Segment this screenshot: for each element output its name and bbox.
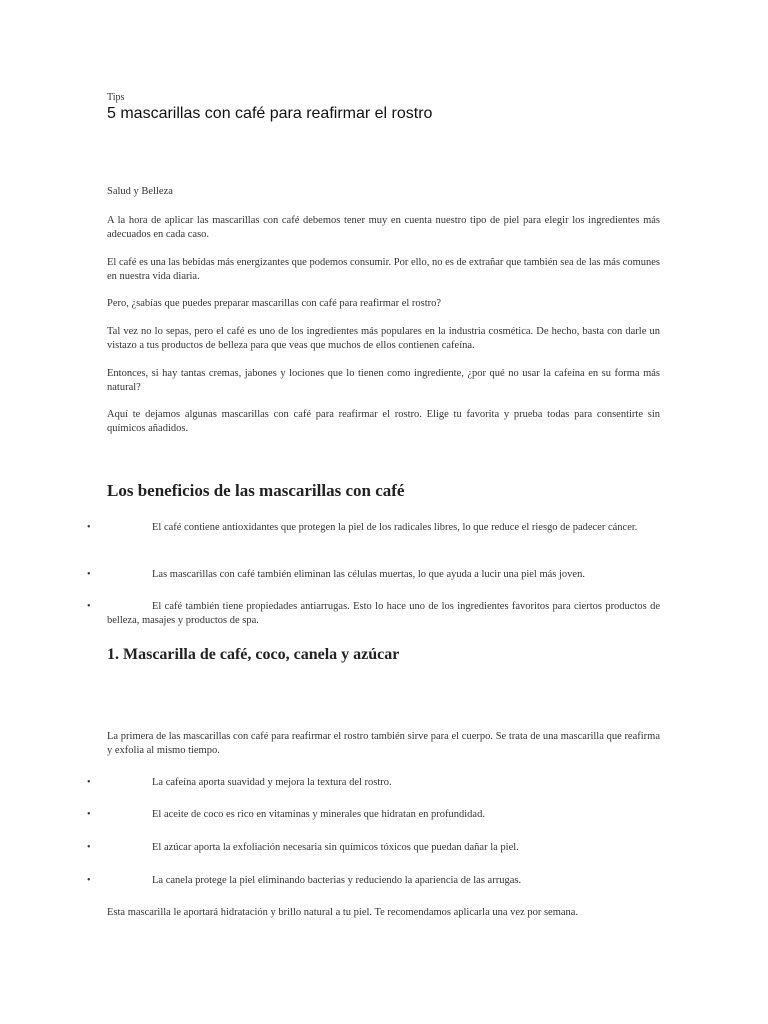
intro-paragraph-2: El café es una las bebidas más energizantes que podemos consumir. Por ello, no es de extrañar que también sea de las más comunes en nuestra vida diaria. xyxy=(107,257,660,282)
mask1-heading: 1. Mascarilla de café, coco, canela y azúcar xyxy=(107,646,400,663)
list-item xyxy=(87,808,660,822)
bullet-icon: • xyxy=(87,809,91,820)
article-title: 5 mascarillas con café para reafirmar el rostro xyxy=(107,105,433,122)
bullet-icon: • xyxy=(87,875,91,886)
bullet-icon: • xyxy=(87,522,91,533)
ingredient-text: La canela protege la piel eliminando bacterias y reduciendo la apariencia de las arrugas. xyxy=(152,875,522,886)
benefit-text: El café contiene antioxidantes que protegen la piel de los radicales libres, lo que reduce el riesgo de padecer cáncer. xyxy=(152,522,638,533)
intro-paragraph-5: Entonces, si hay tantas cremas, jabones y lociones que lo tienen como ingrediente, ¿por qué no usar la cafeína en su forma más natural? xyxy=(107,368,660,393)
mask1-intro: La primera de las mascarillas con café para reafirmar el rostro también sirve para el cuerpo. Se trata de una mascarilla que reafirma y exfolia al mismo tiempo. xyxy=(107,731,660,756)
ingredient-text: El aceite de coco es rico en vitaminas y minerales que hidratan en profundidad. xyxy=(152,809,485,820)
article-category: Salud y Belleza xyxy=(107,186,173,197)
ingredient-text: La cafeína aporta suavidad y mejora la textura del rostro. xyxy=(152,777,392,788)
article-tag: Tips xyxy=(107,92,125,103)
list-item xyxy=(87,874,660,888)
intro-paragraph-1: A la hora de aplicar las mascarillas con café debemos tener muy en cuenta nuestro tipo de piel para elegir los ingredientes más adecuados en cada caso. xyxy=(107,215,660,240)
bullet-icon: • xyxy=(87,601,91,612)
list-item xyxy=(87,841,660,855)
list-item xyxy=(87,600,660,628)
list-item xyxy=(87,568,660,582)
benefit-text: Las mascarillas con café también eliminan las células muertas, lo que ayuda a lucir una piel más joven. xyxy=(152,569,585,580)
bullet-icon: • xyxy=(87,842,91,853)
intro-paragraph-6: Aquí te dejamos algunas mascarillas con café para reafirmar el rostro. Elige tu favorita y prueba todas para consentirte sin químicos añadidos. xyxy=(107,409,660,434)
bullet-icon: • xyxy=(87,569,91,580)
list-item xyxy=(87,776,660,790)
intro-paragraph-4: Tal vez no lo sepas, pero el café es uno de los ingredientes más populares en la industria cosmética. De hecho, basta con darle un vistazo a tus productos de belleza para que veas que muchos de ellos contienen cafeína. xyxy=(107,326,660,351)
mask1-closing: Esta mascarilla le aportará hidratación y brillo natural a tu piel. Te recomendamos aplicarla una vez por semana. xyxy=(107,907,579,918)
bullet-icon: • xyxy=(87,777,91,788)
benefit-text: El café también tiene propiedades antiarrugas. Esto lo hace uno de los ingredientes favoritos para ciertos productos de belleza, masajes y productos de spa. xyxy=(107,601,660,626)
list-item xyxy=(87,521,660,535)
intro-paragraph-3: Pero, ¿sabías que puedes preparar mascarillas con café para reafirmar el rostro? xyxy=(107,298,442,309)
ingredient-text: El azúcar aporta la exfoliación necesaria sin químicos tóxicos que puedan dañar la piel. xyxy=(152,842,519,853)
benefits-heading: Los beneficios de las mascarillas con café xyxy=(107,481,405,500)
